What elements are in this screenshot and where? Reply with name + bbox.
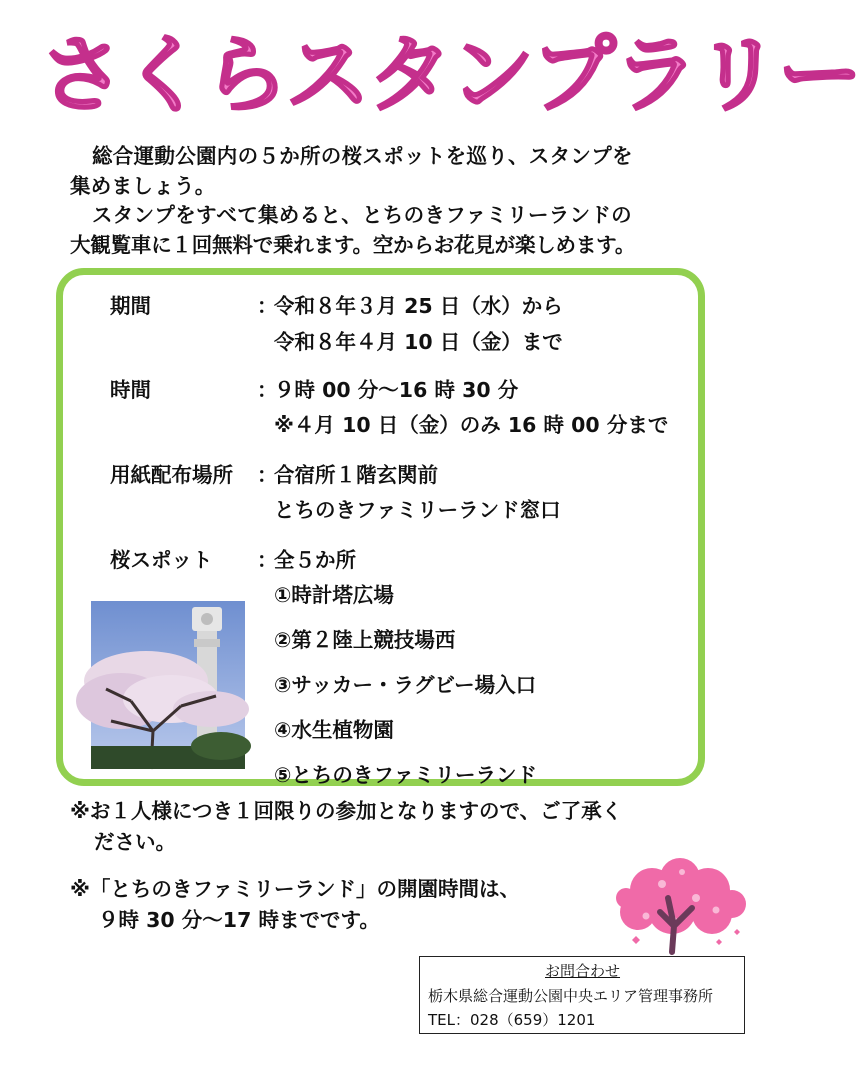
note-2-line-1: ※「とちのきファミリーランド」の開園時間は、 — [70, 877, 521, 901]
note-1-line-1: ※お１人様につき１回限りの参加となりますので、ご了承く — [70, 799, 623, 823]
note-2 — [70, 874, 520, 936]
spot-item: ③サッカー・ラグビー場入口 — [274, 673, 537, 697]
place-2: とちのきファミリーランド窓口 — [274, 498, 561, 522]
place-colon: ： — [257, 463, 278, 487]
note-1 — [70, 796, 622, 858]
spots-colon: ： — [257, 548, 278, 572]
spot-item: ②第２陸上競技場西 — [274, 628, 456, 652]
period-start: 令和８年３月 25 日（水）から — [274, 294, 563, 318]
period-colon: ： — [257, 294, 278, 318]
contact-organization: 栃木県総合運動公園中央エリア管理事務所 — [428, 987, 714, 1005]
intro-text — [70, 142, 730, 260]
period-end: 令和８年４月 10 日（金）まで — [274, 330, 563, 354]
note-2-line-2: ９時 30 分～17 時までです。 — [98, 908, 380, 932]
cherry-tree-icon — [612, 860, 748, 952]
place-label: 用紙配布場所 — [110, 463, 233, 487]
period-label: 期間 — [110, 294, 151, 318]
intro-line-1: 総合運動公園内の５か所の桜スポットを巡り、スタンプを — [92, 144, 633, 168]
time-label: 時間 — [110, 378, 151, 402]
spot-item: ⑤とちのきファミリーランド — [274, 763, 537, 787]
note-1-line-2: ださい。 — [94, 830, 176, 854]
intro-line-2: 集めましょう。 — [70, 173, 216, 198]
place-1: 合宿所１階玄関前 — [274, 463, 438, 487]
clock-tower-photo — [91, 601, 245, 769]
spots-total: 全５か所 — [274, 548, 356, 572]
contact-phone: TEL：028（659）1201 — [428, 1011, 596, 1029]
time-note: ※４月 10 日（金）のみ 16 時 00 分まで — [274, 413, 669, 437]
contact-heading: お問合わせ — [545, 962, 621, 980]
spot-item: ④水生植物園 — [274, 718, 394, 742]
intro-line-3: スタンプをすべて集めると、とちのきファミリーランドの — [92, 203, 632, 227]
spot-item: ①時計塔広場 — [274, 583, 394, 607]
intro-line-4: 大観覧車に１回無料で乗れます。空からお花見が楽しめます。 — [70, 232, 636, 257]
time-hours: ９時 00 分～16 時 30 分 — [274, 378, 519, 402]
spots-label: 桜スポット — [110, 548, 213, 572]
time-colon: ： — [257, 378, 278, 402]
page-title: さくらスタンプラリー — [40, 26, 860, 124]
contact-box — [419, 956, 745, 1034]
